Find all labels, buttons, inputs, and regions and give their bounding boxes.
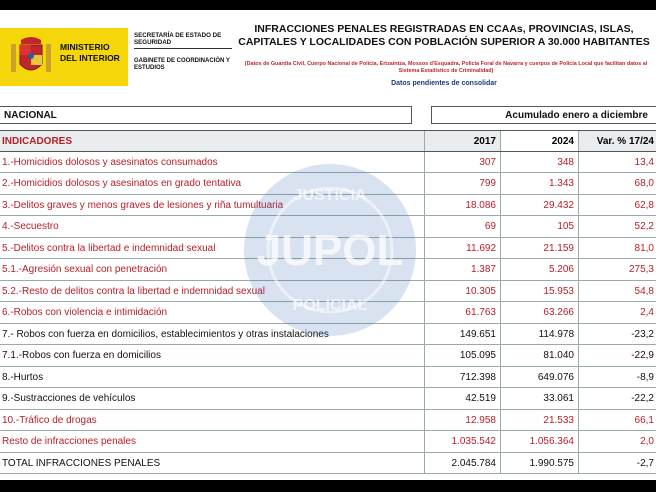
variation-value: 275,3 [578, 259, 656, 280]
year-2017-column-header: 2017 [424, 131, 500, 151]
value-2024: 33.061 [500, 388, 578, 409]
indicator-column-header: INDICADORES [2, 136, 73, 147]
value-2024: 1.056.364 [500, 431, 578, 452]
table-row [0, 410, 656, 432]
variation-value: 81,0 [578, 238, 656, 259]
value-2024: 1.990.575 [500, 453, 578, 474]
value-2024: 1.343 [500, 173, 578, 194]
value-2017: 149.651 [424, 324, 500, 345]
cabinet-name: GABINETE DE COORDINACIÓN Y ESTUDIOS [134, 58, 230, 71]
variation-value: 2,0 [578, 431, 656, 452]
table-row [0, 431, 656, 453]
value-2024: 63.266 [500, 302, 578, 323]
spain-coat-of-arms-icon [8, 34, 54, 80]
value-2024: 29.432 [500, 195, 578, 216]
value-2017: 1.035.542 [424, 431, 500, 452]
value-2017: 712.398 [424, 367, 500, 388]
variation-value: -22,9 [578, 345, 656, 366]
variation-value: 68,0 [578, 173, 656, 194]
indicator-label: 5.-Delitos contra la libertad e indemnidad sexual [2, 242, 216, 254]
indicator-label: TOTAL INFRACCIONES PENALES [2, 457, 161, 469]
table-row [0, 281, 656, 303]
indicator-label: 9.-Sustracciones de vehículos [2, 393, 136, 404]
table-row [0, 259, 656, 281]
table-row [0, 238, 656, 260]
variation-value: 13,4 [578, 152, 656, 173]
variation-value: 54,8 [578, 281, 656, 302]
value-2017: 10.305 [424, 281, 500, 302]
table-row [0, 367, 656, 389]
variation-value: -8,9 [578, 367, 656, 388]
value-2017: 69 [424, 216, 500, 237]
table-row [0, 216, 656, 238]
value-2024: 348 [500, 152, 578, 173]
value-2017: 42.519 [424, 388, 500, 409]
variation-column-header: Var. % 17/24 [578, 131, 656, 151]
secretariat-name: SECRETARÍA DE ESTADO DE SEGURIDAD [134, 32, 232, 49]
indicator-label: 4.-Secuestro [2, 221, 59, 232]
value-2017: 1.387 [424, 259, 500, 280]
value-2017: 799 [424, 173, 500, 194]
value-2024: 114.978 [500, 324, 578, 345]
table-row [0, 152, 656, 174]
value-2017: 12.958 [424, 410, 500, 431]
indicators-table [0, 130, 656, 474]
variation-value: -2,7 [578, 453, 656, 474]
report-sheet [0, 10, 656, 480]
value-2024: 5.206 [500, 259, 578, 280]
value-2024: 649.076 [500, 367, 578, 388]
ministry-logo [0, 28, 128, 86]
table-header-row [0, 130, 656, 152]
indicator-label: 10.-Tráfico de drogas [2, 414, 97, 426]
watermark-top-text: JUSTICIA [293, 187, 367, 204]
period-label: Acumulado enero a diciembre [431, 106, 656, 124]
indicator-label: 8.-Hurtos [2, 371, 44, 383]
indicator-label: 7.1.-Robos con fuerza en domicilios [2, 350, 161, 361]
total-row [0, 453, 656, 475]
variation-value: 52,2 [578, 216, 656, 237]
value-2017: 11.692 [424, 238, 500, 259]
indicator-label: 2.-Homicidios dolosos y asesinatos en grado tentativa [2, 178, 242, 189]
value-2017: 105.095 [424, 345, 500, 366]
value-2017: 18.086 [424, 195, 500, 216]
pending-note: Datos pendientes de consolidar [391, 80, 497, 87]
watermark-middle-text: JUPOL [256, 226, 404, 275]
table-row [0, 195, 656, 217]
value-2024: 105 [500, 216, 578, 237]
table-row [0, 324, 656, 346]
report-header [0, 10, 656, 102]
value-2017: 2.045.784 [424, 453, 500, 474]
table-row [0, 302, 656, 324]
variation-value: 62,8 [578, 195, 656, 216]
table-body [0, 152, 656, 475]
table-row [0, 173, 656, 195]
indicator-label: 5.1.-Agresión sexual con penetración [2, 264, 168, 275]
indicator-label: 1.-Homicidios dolosos y asesinatos consumados [2, 156, 218, 168]
data-sources-note: (Datos de Guardia Civil, Cuerpo Nacional de Policía, Ertzaintza, Mossos d'Esquadra, Policía Foral de Navarra y cuerpos de Policía Local que facilitan datos al Sistema Estadístico de Criminalidad) [244, 61, 648, 74]
indicator-label: 6.-Robos con violencia e intimidación [2, 307, 168, 318]
indicator-label: 7.- Robos con fuerza en domicilios, establecimientos y otras instalaciones [2, 328, 329, 340]
value-2024: 21.533 [500, 410, 578, 431]
value-2017: 61.763 [424, 302, 500, 323]
variation-value: -22,2 [578, 388, 656, 409]
variation-value: 66,1 [578, 410, 656, 431]
indicator-label: 3.-Delitos graves y menos graves de lesiones y riña tumultuaria [2, 199, 284, 211]
report-title: INFRACCIONES PENALES REGISTRADAS EN CCAAs, PROVINCIAS, ISLAS, CAPITALES Y LOCALIDADES CON POBLACIÓN SUPERIOR A 30.000 HABITANTES [238, 23, 650, 48]
value-2024: 15.953 [500, 281, 578, 302]
variation-value: -23,2 [578, 324, 656, 345]
ministry-logo-block [0, 28, 232, 88]
variation-value: 2,4 [578, 302, 656, 323]
year-2024-column-header: 2024 [500, 131, 578, 151]
table-row [0, 388, 656, 410]
ministry-name: MINISTERIO DEL INTERIOR [60, 42, 120, 63]
value-2017: 307 [424, 152, 500, 173]
indicator-label: Resto de infracciones penales [2, 436, 136, 447]
scope-label: NACIONAL [0, 106, 412, 124]
watermark-bottom-text: POLICIAL [292, 297, 368, 314]
value-2024: 81.040 [500, 345, 578, 366]
table-row [0, 345, 656, 367]
indicator-label: 5.2.-Resto de delitos contra la libertad e indemnidad sexual [2, 285, 265, 297]
value-2024: 21.159 [500, 238, 578, 259]
